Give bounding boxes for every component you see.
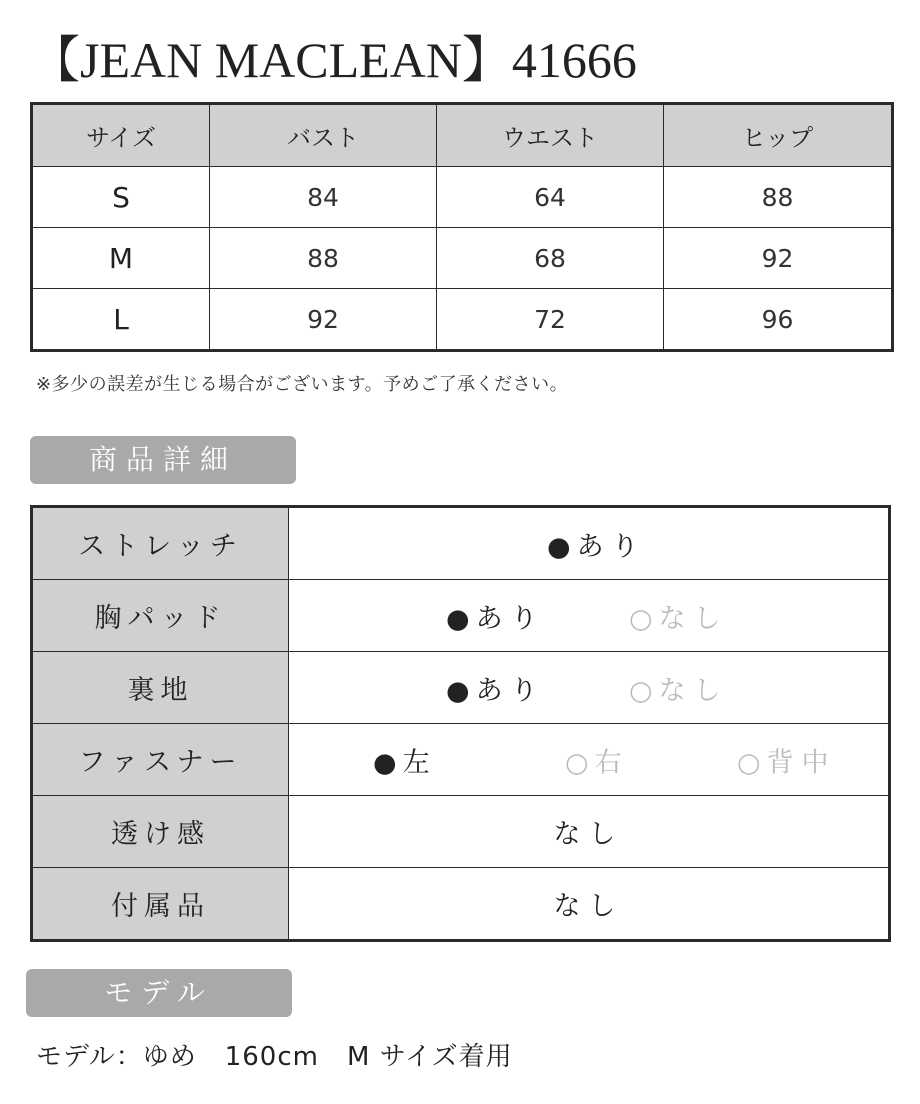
measurement-note: ※多少の誤差が生じる場合がございます。予めご了承ください。	[36, 374, 569, 395]
model-height: 160cm	[224, 1042, 319, 1072]
option-ari	[446, 668, 546, 707]
option-left	[373, 740, 438, 779]
product-title: 【JEAN MACLEAN】41666	[30, 32, 637, 88]
detail-label: 胸パッド	[32, 580, 289, 652]
table-row	[32, 167, 893, 228]
option-text: あり	[475, 675, 546, 706]
option-ari	[547, 524, 647, 563]
header-size: サイズ	[32, 104, 210, 167]
detail-row-chest-pad	[32, 580, 890, 652]
size-table-header	[32, 104, 893, 167]
empty-circle-icon: ○	[629, 675, 653, 706]
detail-row-fastener	[32, 724, 890, 796]
option-text: あり	[576, 531, 647, 562]
size-cell: M	[32, 228, 210, 289]
detail-label: 付属品	[32, 868, 289, 941]
option-text: なし	[658, 603, 729, 634]
option-text: 右	[594, 747, 630, 778]
detail-label: 透け感	[32, 796, 289, 868]
size-cell: L	[32, 289, 210, 351]
option-text: 背中	[766, 747, 837, 778]
model-name: モデル：ゆめ	[36, 1042, 197, 1072]
detail-value	[289, 507, 890, 580]
detail-label: ファスナー	[32, 724, 289, 796]
empty-circle-icon: ○	[737, 747, 761, 778]
option-ari	[446, 596, 546, 635]
detail-value: なし	[289, 868, 890, 941]
detail-row-lining	[32, 652, 890, 724]
filled-circle-icon: ●	[446, 675, 470, 706]
hip-cell: 96	[664, 289, 893, 351]
size-cell: S	[32, 167, 210, 228]
detail-value	[289, 724, 890, 796]
table-row	[32, 228, 893, 289]
bust-cell: 88	[210, 228, 437, 289]
filled-circle-icon: ●	[446, 603, 470, 634]
option-back	[737, 740, 837, 779]
option-nashi	[629, 668, 729, 707]
waist-cell: 72	[437, 289, 664, 351]
detail-row-sheer	[32, 796, 890, 868]
details-table	[30, 505, 891, 942]
model-section-label: モデル	[26, 969, 292, 1017]
details-section-label: 商品詳細	[30, 436, 296, 484]
bust-cell: 92	[210, 289, 437, 351]
option-text: 左	[402, 747, 438, 778]
hip-cell: 88	[664, 167, 893, 228]
detail-row-stretch	[32, 507, 890, 580]
bust-cell: 84	[210, 167, 437, 228]
filled-circle-icon: ●	[373, 747, 397, 778]
detail-value	[289, 580, 890, 652]
option-right	[565, 740, 630, 779]
filled-circle-icon: ●	[547, 531, 571, 562]
header-bust: バスト	[210, 104, 437, 167]
waist-cell: 64	[437, 167, 664, 228]
option-nashi	[629, 596, 729, 635]
header-hip: ヒップ	[664, 104, 893, 167]
waist-cell: 68	[437, 228, 664, 289]
header-waist: ウエスト	[437, 104, 664, 167]
option-text: あり	[475, 603, 546, 634]
size-table	[30, 102, 894, 352]
table-row	[32, 289, 893, 351]
empty-circle-icon: ○	[565, 747, 589, 778]
detail-label: 裏地	[32, 652, 289, 724]
empty-circle-icon: ○	[629, 603, 653, 634]
option-text: なし	[658, 675, 729, 706]
detail-label: ストレッチ	[32, 507, 289, 580]
model-size: M サイズ着用	[346, 1042, 513, 1072]
detail-value: なし	[289, 796, 890, 868]
model-info	[36, 1036, 513, 1073]
detail-value	[289, 652, 890, 724]
hip-cell: 92	[664, 228, 893, 289]
detail-row-accessories	[32, 868, 890, 941]
